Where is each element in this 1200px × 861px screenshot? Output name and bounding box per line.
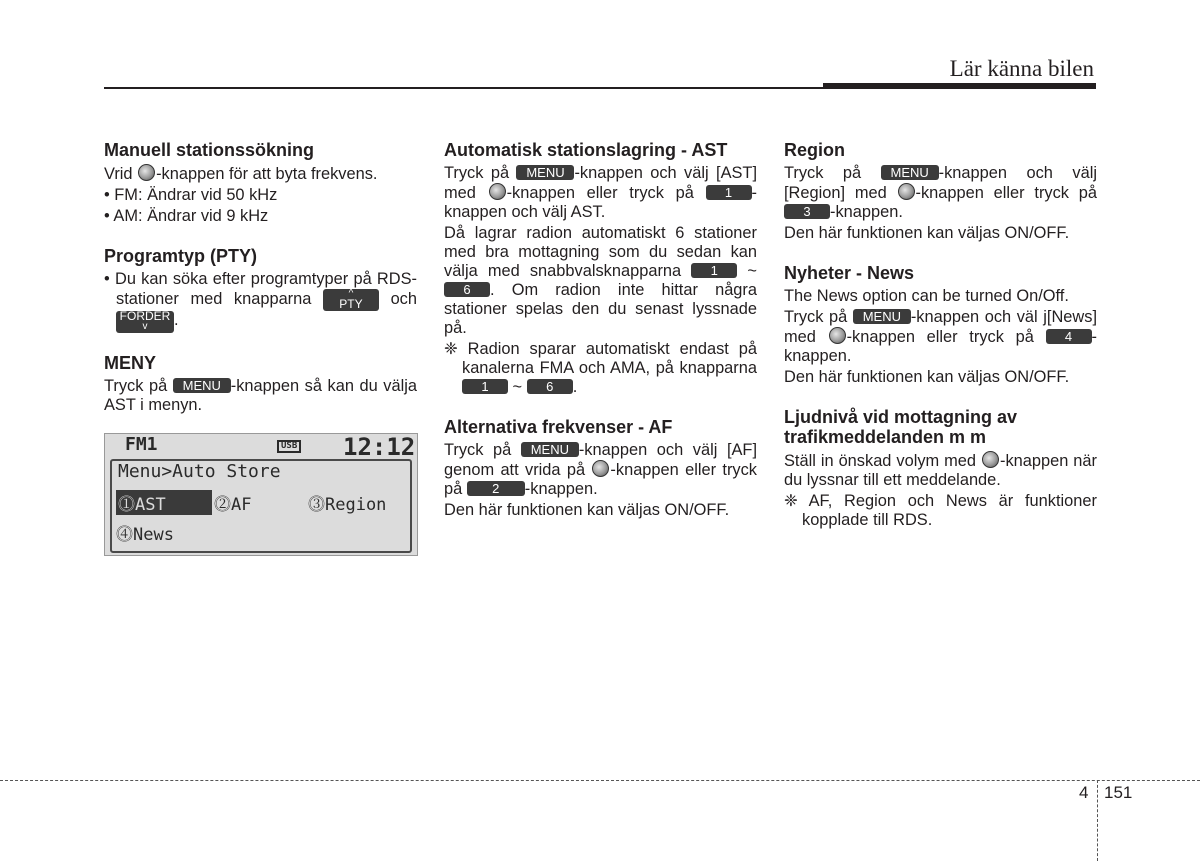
list-item: • AM: Ändrar vid 9 kHz (104, 207, 269, 225)
header-rule-accent (823, 83, 1096, 89)
column-2 (444, 140, 757, 540)
list-item: • FM: Ändrar vid 50 kHz (104, 186, 278, 204)
menu-button-icon: MENU (853, 309, 911, 324)
section-heading: Ljudnivå vid mottagning av trafikmeddelanden m m (784, 407, 1018, 447)
list-item: • Du kan söka efter programtyper på RDS-stationer med knapparna ^ PTY och FORDER v . (104, 270, 417, 332)
paragraph: Då lagrar radion automatiskt 6 stationer med bra mottagning som du sedan kan välja med snabbvalsknapparna 1 ~ 6 . Om radion inte hittar några stationer spelas den du senast lyssnade på. (444, 224, 757, 337)
footer-divider (1097, 780, 1098, 861)
paragraph: Tryck på MENU -knappen och väl j[News] med -knappen eller tryck på 4 -knappen. (784, 308, 1097, 365)
paragraph: Tryck på MENU -knappen och välj [AF] genom att vrida på -knappen eller tryck på 2 -knappen. (444, 441, 757, 498)
section-heading: Nyheter - News (784, 263, 915, 283)
display-option-news: ⓸News (116, 525, 174, 545)
note: ❈ AF, Region och News är funktioner kopplade till RDS. (784, 492, 1097, 529)
paragraph: Vrid -knappen för att byta frekvens. (104, 165, 378, 183)
paragraph: Ställ in önskad volym med -knappen när du lyssnar till ett meddelande. (784, 452, 1098, 489)
menu-button-icon: MENU (516, 165, 574, 180)
display-option-af: ⓶AF (214, 495, 252, 515)
column-1 (104, 140, 417, 435)
section-heading: Manuell stationssökning (104, 140, 315, 160)
menu-button-icon: MENU (173, 378, 231, 393)
section-pty (104, 246, 417, 333)
tune-knob-icon (592, 460, 609, 477)
paragraph: Tryck på MENU -knappen och välj [Region] med -knappen eller tryck på 3 -knappen. (784, 164, 1097, 221)
chapter-number: 4 (1079, 783, 1089, 802)
pty-button-icon: ^ PTY (323, 289, 379, 311)
section-news (784, 263, 1097, 387)
section-heading: Automatisk stationslagring - AST (444, 140, 728, 160)
page-header-title: Lär känna bilen (949, 56, 1094, 81)
display-option-region: ⓷Region (308, 495, 387, 515)
tune-knob-icon (898, 183, 915, 200)
preset-4-button-icon: 4 (1046, 329, 1092, 344)
paragraph: Den här funktionen kan väljas ON/OFF. (784, 224, 1070, 242)
section-af (444, 417, 757, 520)
folder-button-icon: FORDER v (116, 311, 174, 333)
tune-knob-icon (138, 164, 155, 181)
paragraph: Tryck på MENU -knappen och välj [AST] med -knappen eller tryck på 1 -knappen och välj AST. (444, 164, 757, 221)
section-heading: MENY (104, 353, 157, 373)
tune-knob-icon (829, 327, 846, 344)
preset-2-button-icon: 2 (467, 481, 525, 496)
usb-icon: USB (277, 440, 301, 453)
preset-1-button-icon: 1 (462, 379, 508, 394)
display-band: FM1 (125, 434, 158, 455)
section-manual-tuning (104, 140, 417, 226)
paragraph: Den här funktionen kan väljas ON/OFF. (444, 501, 730, 519)
preset-1-button-icon: 1 (706, 185, 752, 200)
preset-3-button-icon: 3 (784, 204, 830, 219)
page-number: 151 (1104, 783, 1133, 802)
note: ❈ Radion sparar automatiskt endast på kanalerna FMA och AMA, på knapparna 1 ~ 6 . (444, 340, 757, 396)
paragraph: Tryck på MENU -knappen så kan du välja AST i menyn. (104, 377, 417, 414)
column-3 (784, 140, 1097, 550)
section-traffic-volume (784, 407, 1097, 530)
radio-display-image (104, 433, 418, 556)
preset-6-button-icon: 6 (444, 282, 490, 297)
section-menu (104, 353, 417, 415)
section-ast (444, 140, 757, 397)
preset-6-button-icon: 6 (527, 379, 573, 394)
section-heading: Programtyp (PTY) (104, 246, 258, 266)
display-clock: 12:12 (343, 433, 416, 461)
volume-knob-icon (982, 451, 999, 468)
display-menu-screen (110, 459, 412, 553)
menu-button-icon: MENU (521, 442, 579, 457)
tune-knob-icon (489, 183, 506, 200)
menu-button-icon: MENU (881, 165, 939, 180)
footer-rule (0, 780, 1200, 781)
display-option-ast: ⓵AST (116, 490, 212, 515)
paragraph: Den här funktionen kan väljas ON/OFF. (784, 368, 1070, 386)
section-heading: Alternativa frekvenser - AF (444, 417, 673, 437)
section-heading: Region (784, 140, 845, 160)
section-region (784, 140, 1097, 243)
display-menu-title: Menu>Auto Store (118, 461, 281, 482)
preset-1-button-icon: 1 (691, 263, 737, 278)
paragraph: The News option can be turned On/Off. (784, 287, 1069, 305)
